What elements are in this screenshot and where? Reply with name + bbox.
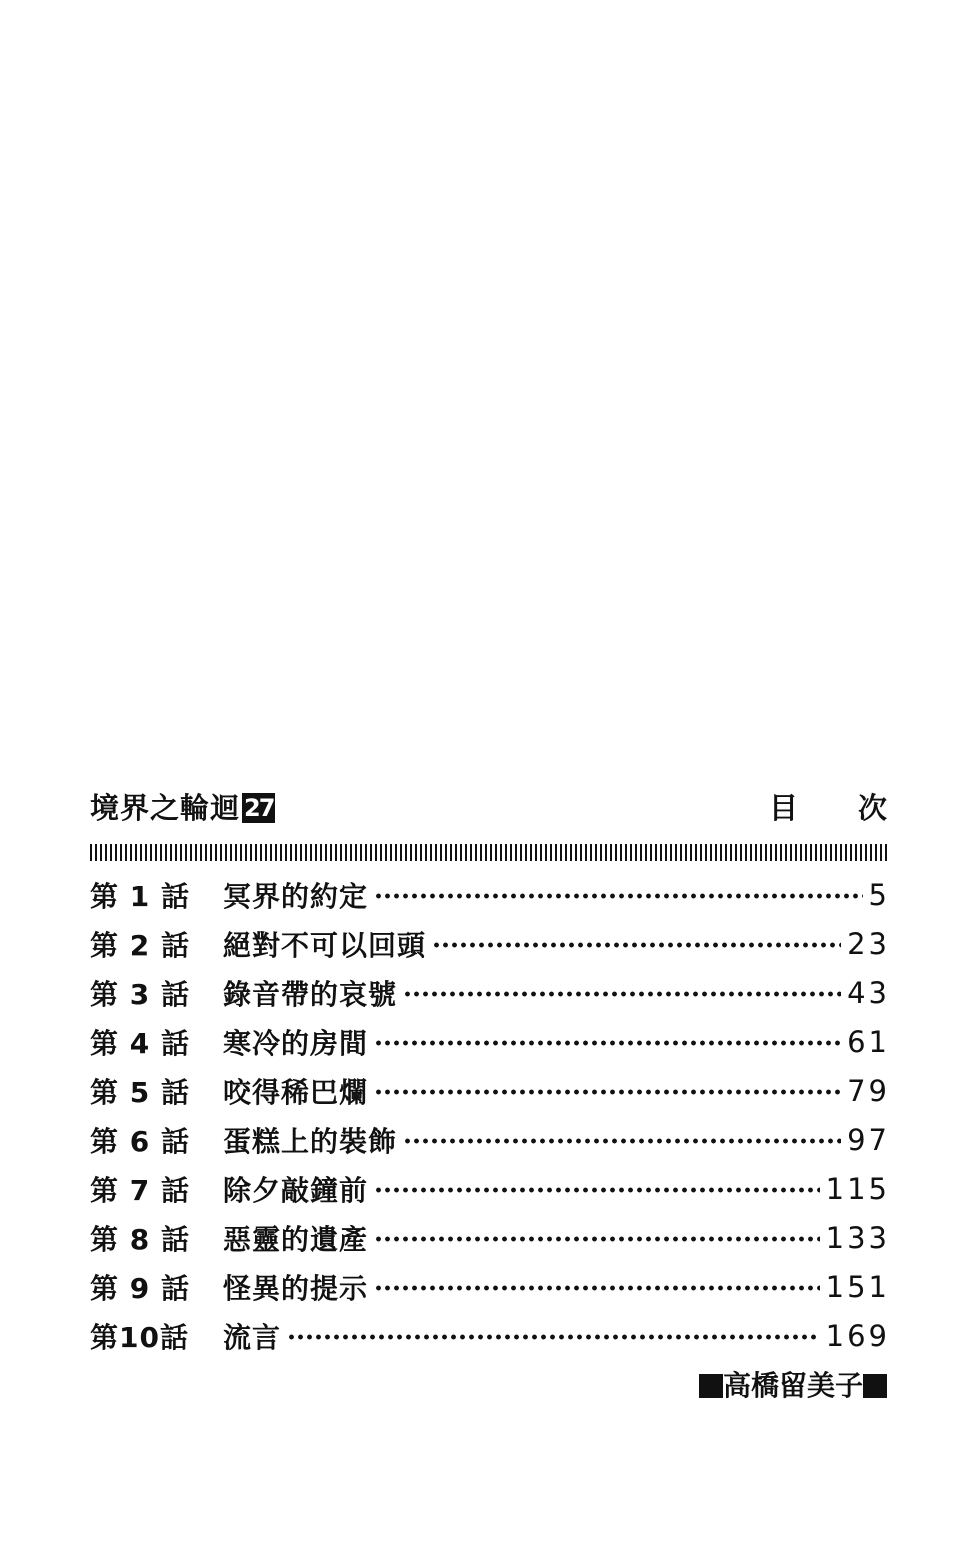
chapter-number: 第 4 話 bbox=[90, 1026, 190, 1060]
chapter-row bbox=[90, 1213, 890, 1262]
chapter-title: 蛋糕上的裝飾 bbox=[223, 1124, 398, 1158]
volume-badge: 27 bbox=[244, 794, 274, 822]
author-name: 高橋留美子 bbox=[722, 1369, 863, 1402]
chapter-title: 流言 bbox=[223, 1320, 282, 1354]
toc-header bbox=[90, 788, 947, 834]
contents-heading: 目次 bbox=[768, 791, 947, 825]
square-bullet-icon bbox=[699, 1374, 723, 1398]
chapter-row bbox=[90, 1115, 890, 1164]
chapter-page: 115 bbox=[825, 1171, 890, 1206]
chapter-number: 第 8 話 bbox=[90, 1222, 190, 1256]
chapter-page: 23 bbox=[847, 926, 890, 961]
dot-leader bbox=[374, 1040, 841, 1046]
chapter-row bbox=[90, 1164, 890, 1213]
chapter-page: 97 bbox=[847, 1122, 890, 1157]
chapter-title: 除夕敲鐘前 bbox=[223, 1173, 369, 1207]
chapter-title: 惡靈的遺產 bbox=[223, 1222, 369, 1256]
chapter-title: 寒冷的房間 bbox=[223, 1026, 369, 1060]
dot-leader bbox=[374, 893, 863, 899]
chapter-number: 第10話 bbox=[90, 1320, 189, 1354]
dot-leader bbox=[374, 1236, 820, 1242]
chapter-row bbox=[90, 1262, 890, 1311]
chapter-number: 第 2 話 bbox=[90, 928, 190, 962]
chapter-row bbox=[90, 1066, 890, 1115]
dot-leader bbox=[374, 1187, 820, 1193]
dot-leader bbox=[403, 1138, 841, 1144]
chapter-number: 第 1 話 bbox=[90, 879, 190, 913]
author-credit bbox=[90, 1366, 887, 1406]
dot-leader bbox=[432, 942, 841, 948]
chapter-title: 怪異的提示 bbox=[223, 1271, 369, 1305]
chapter-page: 5 bbox=[868, 877, 890, 912]
chapter-page: 79 bbox=[847, 1073, 890, 1108]
dot-leader bbox=[403, 991, 841, 997]
chapter-title: 冥界的約定 bbox=[223, 879, 369, 913]
chapter-list bbox=[90, 870, 890, 1360]
dot-leader bbox=[374, 1089, 841, 1095]
chapter-page: 133 bbox=[825, 1220, 890, 1255]
chapter-row bbox=[90, 968, 890, 1017]
chapter-number: 第 5 話 bbox=[90, 1075, 190, 1109]
dot-leader bbox=[374, 1285, 820, 1291]
chapter-number: 第 7 話 bbox=[90, 1173, 190, 1207]
chapter-title: 錄音帶的哀號 bbox=[223, 977, 398, 1011]
chapter-title: 絕對不可以回頭 bbox=[223, 928, 427, 962]
chapter-number: 第 3 話 bbox=[90, 977, 190, 1011]
square-bullet-icon bbox=[863, 1374, 887, 1398]
chapter-title: 咬得稀巴爛 bbox=[223, 1075, 369, 1109]
chapter-page: 151 bbox=[825, 1269, 890, 1304]
book-title bbox=[90, 788, 275, 828]
book-title-text: 境界之輪迴 bbox=[90, 791, 241, 825]
chapter-row bbox=[90, 1311, 890, 1360]
chapter-number: 第 9 話 bbox=[90, 1271, 190, 1305]
dot-leader bbox=[287, 1334, 820, 1340]
chapter-row bbox=[90, 870, 890, 919]
chapter-number: 第 6 話 bbox=[90, 1124, 190, 1158]
chapter-page: 61 bbox=[847, 1024, 890, 1059]
chapter-row bbox=[90, 919, 890, 968]
hatched-divider bbox=[90, 844, 887, 861]
chapter-page: 43 bbox=[847, 975, 890, 1010]
chapter-row bbox=[90, 1017, 890, 1066]
table-of-contents bbox=[90, 788, 947, 1406]
chapter-page: 169 bbox=[825, 1318, 890, 1353]
